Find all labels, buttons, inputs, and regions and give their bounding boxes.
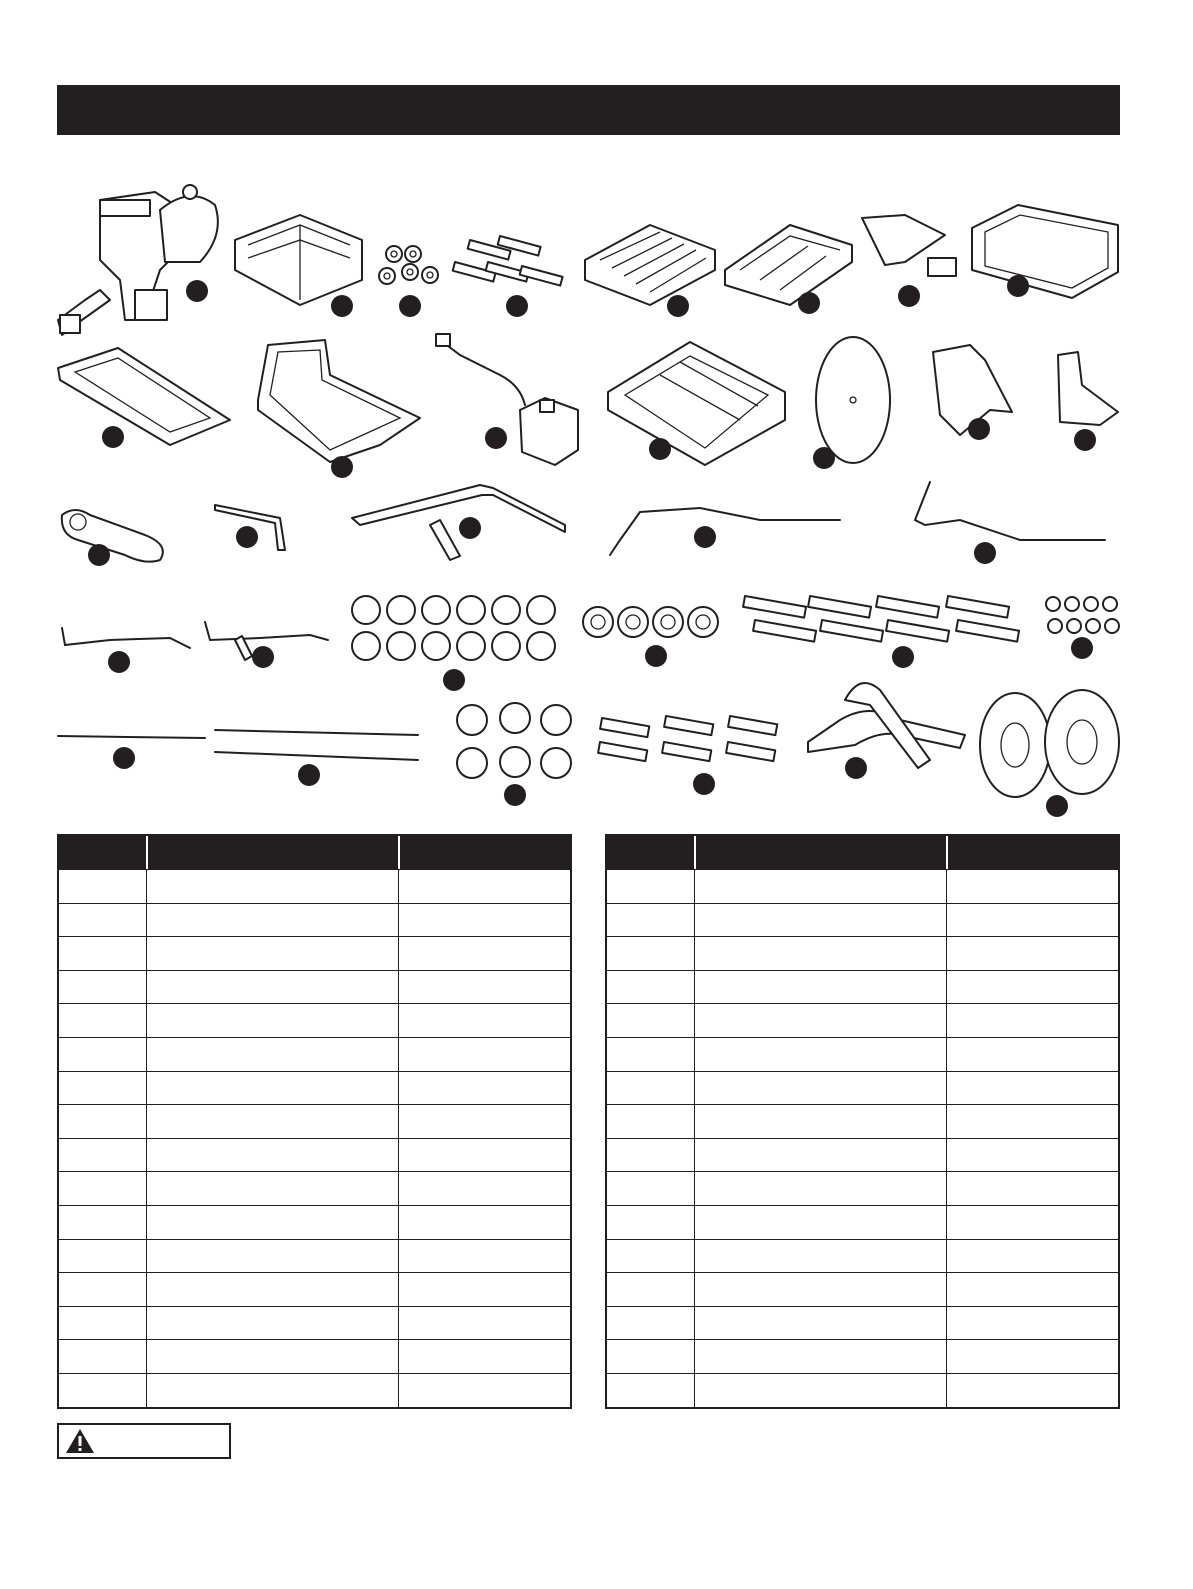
table-cell	[946, 870, 1118, 903]
table-cell	[146, 1374, 398, 1407]
table-cell	[607, 1038, 694, 1071]
table-cell	[398, 904, 570, 937]
warning-label	[57, 1423, 231, 1459]
tray-cover-frame	[972, 205, 1118, 298]
table-cell	[946, 1038, 1118, 1071]
column-header	[607, 836, 694, 869]
table-cell	[946, 1139, 1118, 1172]
table-row	[59, 869, 570, 903]
table-cell	[946, 1273, 1118, 1306]
table-cell	[694, 1139, 946, 1172]
blade-guard-right	[1058, 352, 1118, 451]
hex-bolt-set-short	[598, 716, 777, 795]
table-cell	[946, 904, 1118, 937]
table-cell	[59, 1240, 146, 1273]
section-header-bar	[57, 85, 1120, 135]
table-cell	[607, 904, 694, 937]
table-cell	[59, 1206, 146, 1239]
parts-table-left	[57, 834, 572, 1409]
water-pan	[58, 348, 230, 448]
table-cell	[398, 1105, 570, 1138]
table-header-row	[59, 836, 570, 869]
rubber-feet-set	[352, 596, 555, 691]
table-cell	[946, 1206, 1118, 1239]
table-row	[59, 1306, 570, 1340]
table-row	[59, 1138, 570, 1172]
support-tube-short	[62, 628, 190, 673]
saw-frame-rail	[235, 215, 362, 317]
table-cell	[59, 1072, 146, 1105]
table-cell	[146, 1340, 398, 1373]
table-cell	[59, 1374, 146, 1407]
table-cell	[59, 904, 146, 937]
table-cell	[946, 937, 1118, 970]
table-cell	[59, 870, 146, 903]
table-cell	[694, 971, 946, 1004]
table-cell	[946, 1004, 1118, 1037]
table-cell	[946, 1374, 1118, 1407]
table-cell	[59, 937, 146, 970]
wheel-pair	[980, 690, 1119, 817]
table-cell	[398, 1240, 570, 1273]
table-cell	[398, 937, 570, 970]
warning-triangle-icon	[65, 1428, 95, 1454]
table-cell	[146, 1072, 398, 1105]
table-cell	[607, 937, 694, 970]
table-cell	[59, 1172, 146, 1205]
water-pump	[436, 334, 578, 465]
miter-guide	[862, 215, 956, 307]
table-row	[607, 869, 1118, 903]
column-header	[946, 836, 1118, 869]
table-row	[607, 1071, 1118, 1105]
blade-guard-left	[933, 345, 1012, 440]
table-row	[59, 1037, 570, 1071]
table-row	[607, 1373, 1118, 1407]
hex-key	[215, 505, 285, 550]
parts-illustration	[0, 150, 1193, 830]
table-row	[59, 1205, 570, 1239]
column-header	[694, 836, 946, 869]
table-cell	[694, 1240, 946, 1273]
table-cell	[398, 1072, 570, 1105]
hex-bolt-set-long	[743, 596, 1019, 668]
table-row	[59, 1239, 570, 1273]
table-cell	[146, 904, 398, 937]
saw-motor-head	[58, 185, 218, 335]
table-row	[607, 1239, 1118, 1273]
table-row	[59, 1071, 570, 1105]
table-row	[607, 970, 1118, 1004]
table-cell	[146, 971, 398, 1004]
table-row	[607, 936, 1118, 970]
table-header-row	[607, 836, 1118, 869]
table-cell	[607, 971, 694, 1004]
table-row	[59, 970, 570, 1004]
table-cell	[398, 1206, 570, 1239]
stand-leg-long	[610, 508, 840, 555]
table-cell	[946, 971, 1118, 1004]
sliding-table-frame	[585, 225, 715, 317]
table-cell	[59, 1139, 146, 1172]
table-cell	[694, 1004, 946, 1037]
table-row	[607, 1037, 1118, 1071]
table-cell	[694, 937, 946, 970]
wrench	[62, 510, 163, 566]
diamond-blade	[813, 337, 890, 469]
table-cell	[146, 937, 398, 970]
table-cell	[146, 1105, 398, 1138]
table-cell	[59, 971, 146, 1004]
table-cell	[398, 1340, 570, 1373]
table-cell	[607, 1139, 694, 1172]
table-cell	[694, 1340, 946, 1373]
table-cell	[59, 1105, 146, 1138]
table-cell	[607, 1340, 694, 1373]
table-row	[59, 903, 570, 937]
table-cell	[398, 870, 570, 903]
table-cell	[607, 1307, 694, 1340]
table-cell	[946, 1105, 1118, 1138]
table-cell	[694, 1172, 946, 1205]
table-cell	[607, 1105, 694, 1138]
table-cell	[694, 1307, 946, 1340]
table-cell	[946, 1340, 1118, 1373]
bearing-set	[583, 607, 718, 667]
table-cell	[694, 1374, 946, 1407]
table-cell	[146, 1307, 398, 1340]
table-row	[607, 1138, 1118, 1172]
splash-guard-tray	[258, 340, 420, 478]
table-cell	[694, 1038, 946, 1071]
table-cell	[607, 1072, 694, 1105]
table-row	[59, 1171, 570, 1205]
table-cell	[59, 1340, 146, 1373]
hex-nut-set	[1046, 597, 1119, 659]
column-header	[398, 836, 570, 869]
axle-rod-pair	[215, 730, 418, 786]
table-cell	[398, 1004, 570, 1037]
table-row	[607, 1272, 1118, 1306]
table-row	[59, 1272, 570, 1306]
table-cell	[398, 971, 570, 1004]
washer-set-small	[379, 246, 438, 317]
table-cell	[694, 1273, 946, 1306]
table-cell	[607, 1206, 694, 1239]
socket-screw-set	[453, 236, 563, 317]
table-cell	[59, 1004, 146, 1037]
water-tray-large	[608, 342, 785, 465]
table-row	[607, 1171, 1118, 1205]
table-row	[59, 1104, 570, 1138]
table-cell	[607, 1374, 694, 1407]
front-stand-leg	[352, 485, 565, 560]
table-cell	[694, 904, 946, 937]
table-cell	[607, 1004, 694, 1037]
table-cell	[946, 1307, 1118, 1340]
table-cell	[398, 1139, 570, 1172]
table-cell	[694, 1105, 946, 1138]
stand-leg-angled	[915, 482, 1105, 564]
table-row	[59, 1003, 570, 1037]
table-row	[607, 1003, 1118, 1037]
table-cell	[146, 1240, 398, 1273]
tile-tray	[725, 225, 852, 314]
table-row	[59, 936, 570, 970]
table-row	[607, 1306, 1118, 1340]
axle-rod-single	[58, 736, 205, 769]
table-cell	[607, 1240, 694, 1273]
table-cell	[398, 1172, 570, 1205]
parts-table-right	[605, 834, 1120, 1409]
spacer-washer-set	[457, 703, 571, 806]
handle-bar	[808, 683, 965, 779]
table-cell	[946, 1172, 1118, 1205]
table-cell	[694, 1072, 946, 1105]
column-header	[59, 836, 146, 869]
table-row	[607, 1205, 1118, 1239]
table-row	[59, 1373, 570, 1407]
parts-illustration-svg	[0, 150, 1193, 830]
table-cell	[607, 870, 694, 903]
table-cell	[59, 1307, 146, 1340]
column-header	[146, 836, 398, 869]
section-header-title	[57, 97, 69, 122]
table-row	[59, 1339, 570, 1373]
table-cell	[146, 1004, 398, 1037]
table-cell	[694, 870, 946, 903]
table-cell	[398, 1038, 570, 1071]
table-cell	[146, 1273, 398, 1306]
table-cell	[146, 1206, 398, 1239]
table-row	[607, 1339, 1118, 1373]
table-cell	[398, 1307, 570, 1340]
table-cell	[146, 1038, 398, 1071]
table-cell	[398, 1374, 570, 1407]
table-cell	[146, 1172, 398, 1205]
table-cell	[398, 1273, 570, 1306]
support-tube-bracket	[205, 622, 328, 668]
table-cell	[146, 1139, 398, 1172]
table-cell	[946, 1072, 1118, 1105]
table-cell	[607, 1172, 694, 1205]
table-cell	[694, 1206, 946, 1239]
table-cell	[59, 1273, 146, 1306]
table-cell	[607, 1273, 694, 1306]
table-row	[607, 1104, 1118, 1138]
table-row	[607, 903, 1118, 937]
table-cell	[146, 870, 398, 903]
table-cell	[946, 1240, 1118, 1273]
table-cell	[59, 1038, 146, 1071]
